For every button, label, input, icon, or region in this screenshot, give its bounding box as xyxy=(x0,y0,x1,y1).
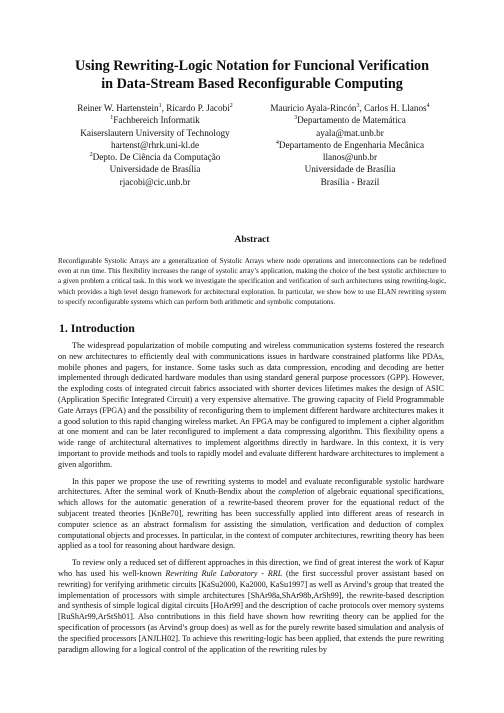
title-line-1: Using Rewriting-Logic Notation for Funcional Verification xyxy=(74,58,430,74)
affiliation-4 xyxy=(252,139,448,151)
paragraph-2-text-b: of algebraic equational specifications, which allows for the automatic generation of a rewrite-based theorem prover for the equational reduct of the subjacent treated theories [KnBe70], rewriting has been successfully applied into different areas of research in computer science as an abstract formalism for assisting the simulation, verification and deduction of complex computational objects and processes. In particular, in the context of computer architectures, rewriting theory has been applied as a tool for reasoning about hardware design. xyxy=(58,487,444,551)
paragraph-2-emphasis: completion xyxy=(278,487,315,497)
affiliation-superscript: 2 xyxy=(89,152,93,159)
section-heading-introduction: 1. Introduction xyxy=(59,321,135,336)
paper-title xyxy=(62,0,442,93)
author-column-right xyxy=(252,102,448,188)
author-name-jacobi: , Ricardo P. Jacobi xyxy=(161,103,230,113)
author-superscript: 3 xyxy=(356,102,360,109)
author-name-ayala-rincon: Mauricio Ayala-Rincón xyxy=(270,103,357,113)
email-hartenstein: hartenst@rhrk.uni-kl.de xyxy=(110,139,200,150)
paragraph-3-emphasis: Rewriting Rule Laboratory - RRL xyxy=(165,568,283,578)
paragraph-3 xyxy=(58,558,444,655)
affiliation-2 xyxy=(56,151,254,163)
paragraph-3-text-a: To review only a reduced set of different approaches in this direction, we find of great interest the work of Kapur who has used his well-known xyxy=(58,558,444,578)
introduction-body xyxy=(58,341,444,655)
paragraph-3-text-b: (the first successful prover assistant based on rewriting) for verifying arithmetic circuits [KaSu2000, Ka2000, KaSu1997] as well as Arvind’s group that treated the implementation of processors with simple architectures [ShAr98a,ShAr98b,ArSh99], the rewrite-based description and synthesis of simple logical digital circuits [HoAr99] and the description of cache protocols over memory systems [RuShAr99,ArStSh01]. Also contributions in this field have shown how rewriting theory can be applied for the specification of processors (as Arvind’s group does) as well as for the purely rewrite based simulation and analysis of the specified processors [ANJLH02]. To achieve this rewriting-logic has been applied, that extends the pure rewriting paradigm allowing for a logical control of the application of the rewriting rules by xyxy=(58,568,445,654)
affiliation-4-line-3: Brasília - Brazil xyxy=(320,176,380,187)
author-block xyxy=(62,102,442,220)
author-name-hartenstein: Reiner W. Hartenstein xyxy=(77,103,159,113)
author-superscript: 2 xyxy=(229,102,233,109)
email-jacobi: rjacobi@cic.unb.br xyxy=(119,176,191,187)
email-ayala: ayala@mat.unb.br xyxy=(316,127,384,138)
author-superscript: 1 xyxy=(158,102,162,109)
author-superscript: 4 xyxy=(426,102,430,109)
author-names-left xyxy=(56,102,254,114)
affiliation-1-line-2: Kaiserslautern University of Technology xyxy=(80,127,230,138)
affiliation-superscript: 4 xyxy=(275,139,279,146)
author-column-left xyxy=(56,102,254,188)
email-llanos: llanos@unb.br xyxy=(322,152,378,163)
abstract-text: Reconfigurable Systolic Arrays are a generalization of Systolic Arrays where node operations and interconnections can be redefined even at run time. This flexibility increases the range of systolic array’s application, making the choice of the best systolic architecture to a given problem a critical task. In this work we investigate the specification and verification of such architectures using rewriting-logic, which provides a high level design framework for architectural exploration. In particular, we show how to use ELAN rewriting system to specify reconfigurable systems which can perform both arithmetic and symbolic computations. xyxy=(58,257,446,306)
paragraph-2 xyxy=(58,477,444,553)
abstract-heading: Abstract xyxy=(234,235,270,245)
affiliation-superscript: 1 xyxy=(110,115,114,122)
affiliation-3-name: Departamento de Matemática xyxy=(297,115,406,126)
author-name-llanos: , Carlos H. Llanos xyxy=(359,103,427,113)
author-names-right xyxy=(252,102,448,114)
affiliation-1-name: Fachbereich Informatik xyxy=(113,115,200,126)
paragraph-2-text-a: In this paper we propose the use of rewriting systems to model and evaluate reconfigurable systolic hardware architectures. After the seminal work of Knuth-Bendix about the xyxy=(58,476,444,497)
affiliation-3 xyxy=(252,114,448,126)
title-line-2: in Data-Stream Based Reconfigurable Computing xyxy=(101,76,403,92)
paragraph-1: The widespread popularization of mobile computing and wireless communication systems fostered the research on new architectures to efficiently deal with communications issues in hardware constrained platforms like PDAs, mobile phones and pagers, for instance. Some tasks such as data compression, encoding and decoding are better implemented through dedicated hardware modules than using standard general purpose processors (GPP). However, the exploding costs of integrated circuit fabrics associated with shorter devices lifetimes makes the design of ASIC (Application Specific Integrated Circuit) a very expensive alternative. The growing capacity of Field Programmable Gate Arrays (FPGA) and the possibility of reconfiguring them to implement different hardware architectures makes it a good solution to this rapid changing wireless market. An FPGA may be configured to implement a cipher algorithm at one moment and can be later reconfigured to implement a data compressing algorithm. This flexibility opens a wide range of architectural alternatives to implement algorithms directly in hardware. In this context, it is very important to provide methods and tools to rapidly model and evaluate different hardware architectures to implement a given algorithm. xyxy=(58,341,444,469)
affiliation-1 xyxy=(56,114,254,126)
affiliation-2-line-2: Universidade de Brasília xyxy=(109,164,201,175)
affiliation-4-line-2: Universidade de Brasília xyxy=(304,164,396,175)
affiliation-2-name: Depto. De Ciência da Computação xyxy=(92,152,221,163)
affiliation-superscript: 3 xyxy=(294,115,298,122)
affiliation-4-name: Departamento de Engenharia Mecânica xyxy=(278,139,425,150)
